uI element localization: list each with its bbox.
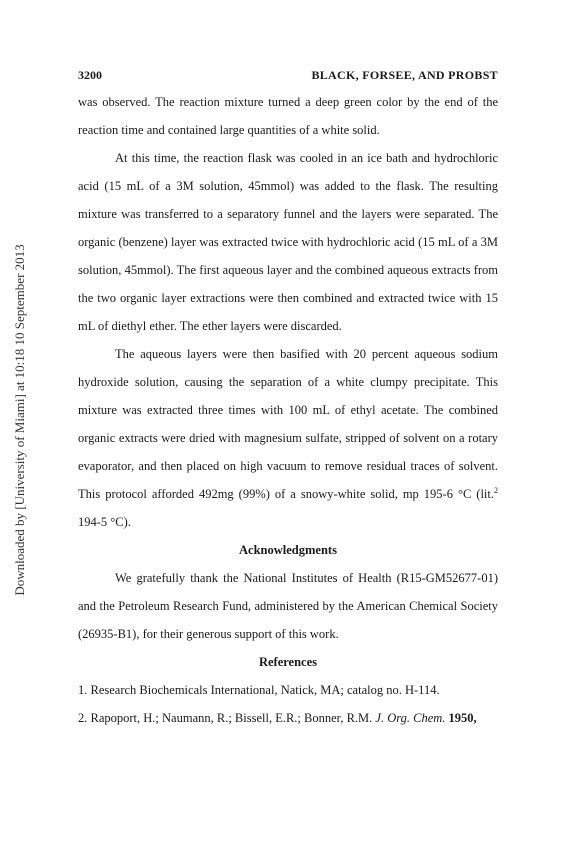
reference-item: [78, 704, 498, 732]
running-header-authors: BLACK, FORSEE, AND PROBST: [311, 68, 498, 82]
literature-value-b: 194-5 °C).: [78, 515, 131, 529]
download-watermark-text: Downloaded by [University of Miami] at 10:18 10 September 2013: [12, 244, 27, 596]
references-heading: References: [258, 655, 318, 669]
article-body: [78, 88, 498, 732]
reference-authors: 2. Rapoport, H.; Naumann, R.; Bissell, E.R.; Bonner, R.M.: [78, 711, 376, 725]
running-header: [78, 68, 498, 84]
reference-item: 1. Research Biochemicals International, Natick, MA; catalog no. H-114.: [78, 683, 440, 697]
reference-year: 1950,: [445, 711, 477, 725]
paragraph-text: The aqueous layers were then basified with 20 percent aqueous sodium hydroxide solution, causing the separation of a white clumpy precipitate. This mixture was extracted three times with 100 mL of ethyl acetate. The combined organic extracts were dried with magnesium sulfate, stripped of solvent on a rotary evaporator, and then placed on high vacuum to remove residual traces of solvent. This protocol afforded 492mg (99%) of a snowy-white solid, mp 195-6: [78, 347, 498, 501]
acknowledgments-text: We gratefully thank the National Institutes of Health (R15-GM52677-01) and the Petroleum Research Fund, administered by the American Chemical Society (26935-B1), for their generous support of this work.: [78, 571, 498, 641]
paragraph: was observed. The reaction mixture turned a deep green color by the end of the reaction time and contained large quantities of a white solid.: [78, 95, 498, 137]
citation-superscript: 2: [494, 485, 499, 495]
page-number: 3200: [78, 68, 102, 82]
reference-journal: J. Org. Chem.: [375, 711, 446, 725]
literature-value-a: °C (lit.: [457, 487, 495, 501]
paragraph-with-melting-point: [78, 340, 498, 536]
acknowledgments-heading: Acknowledgments: [239, 543, 337, 557]
paragraph: At this time, the reaction flask was cooled in an ice bath and hydrochloric acid (15 mL of a 3M solution, 45mmol) was added to the flask. The resulting mixture was transferred to a separatory funnel and the layers were separated. The organic (benzene) layer was extracted twice with hydrochloric acid (15 mL of a 3M solution, 45mmol). The first aqueous layer and the combined aqueous extracts from the two organic layer extractions were then combined and extracted twice with 15 mL of diethyl ether. The ether layers were discarded.: [78, 151, 498, 333]
download-watermark: [10, 230, 30, 610]
